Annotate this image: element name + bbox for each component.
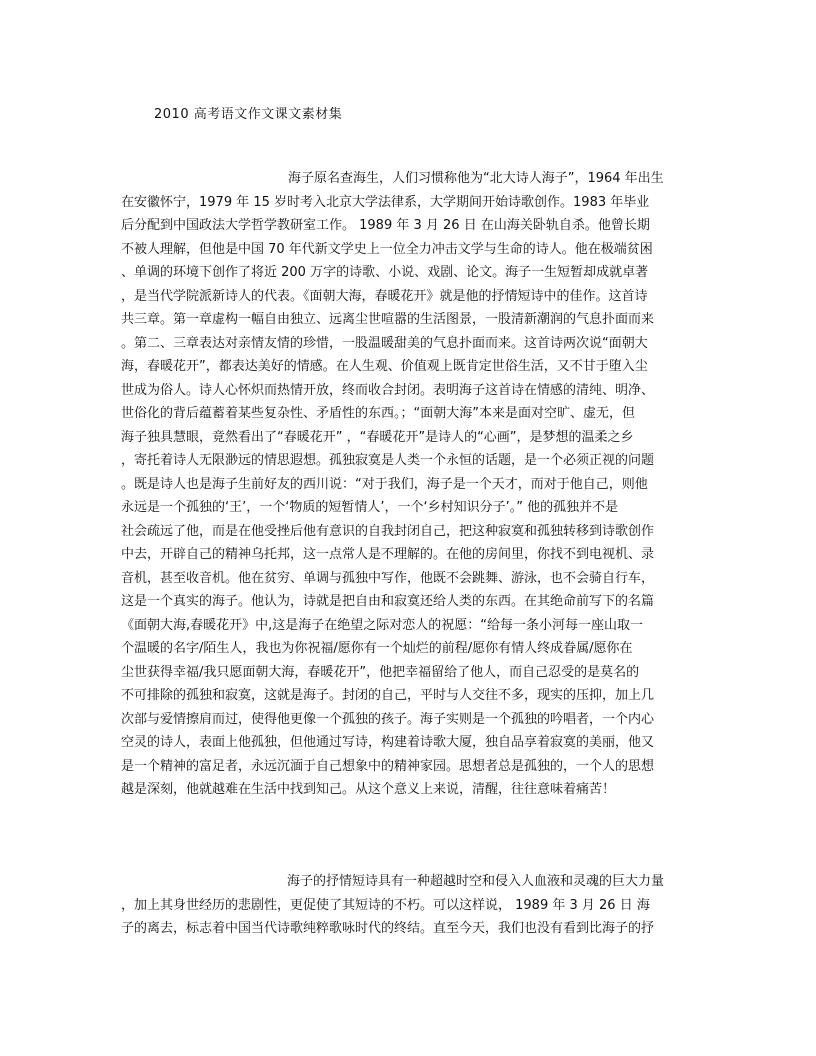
paragraph-line: 海子独具慧眼，竟然看出了“春暖花开” ，“春暖花开”是诗人的“心画”，是梦想的温柔之乡 [121,429,634,445]
paragraph-line: 海，春暖花开”，都表达美好的情感。在人生观、价值观上既肯定世俗生活，又不甘于堕入尘 [121,359,648,374]
paragraph-line: 共三章。第一章虚构一幅自由独立、远离尘世喧嚣的生活图景，一股清新潮润的气息扑面而来 [121,312,655,327]
paragraph-line: 越是深刻，他就越难在生活中找到知己。从这个意义上来说，清醒，往往意味着痛苦！ [121,782,616,797]
paragraph-line: 这是一个真实的海子。他认为，诗就是把自由和寂寞还给人类的东西。在其绝命前写下的名篇 [121,594,655,609]
paragraph-line: 次部与爱情擦肩而过，使得他更像一个孤独的孩子。海子实则是一个孤独的吟唱者，一个内心 [121,711,655,727]
paragraph-line: 后分配到中国政法大学哲学教研室工作。 1989 年 3 月 26 日 在山海关卧轨自杀。他曾长期 [121,218,650,233]
paragraph-line: 中去，开辟自己的精神乌托邦，这一点常人是不理解的。在他的房间里，你找不到电视机、录 [121,547,655,562]
paragraph-line: 不被人理解，但他是中国 70 年代新文学史上一位全力冲击文学与生命的诗人。他在极端贫困 [121,241,653,257]
paragraph-line: 世俗化的背后蕴蓄着某些复杂性、矛盾性的东西。；“面朝大海”本来是面对空旷、虚无，但 [121,406,635,421]
paragraph-line: 在安徽怀宁，1979 年 15 岁时考入北京大学法律系，大学期间开始诗歌创作。1983 年毕业 [121,194,650,210]
paragraph-line: 空灵的诗人，表面上他孤独，但他通过写诗，构建着诗歌大厦，独自品享着寂寞的美丽，他又 [121,735,655,750]
paragraph-line: 世成为俗人。诗人心怀炽而热情开放，终而收合封闭。表明海子这首诗在情感的清纯、明净、 [121,382,655,398]
paragraph-line: 音机，甚至收音机。他在贫穷、单调与孤独中写作，他既不会跳舞、游泳，也不会骑自行车， [121,570,655,586]
body-paragraph-2 [121,870,696,941]
paragraph-line: 海子的抒情短诗具有一种超越时空和侵入人血液和灵魂的巨大力量 [287,874,665,889]
paragraph-line: 海子原名查海生，人们习惯称他为“北大诗人海子”，1964 年出生 [288,171,664,186]
paragraph-line: ，寄托着诗人无限渺远的情思遐想。孤独寂寞是人类一个永恒的话题，是一个必须正视的问题 [121,453,655,468]
paragraph-line: 《面朝大海,春暖花开》中,这是海子在绝望之际对恋人的祝愿：“给每一条小河每一座山取一 [121,617,644,633]
paragraph-line: 、单调的环境下创作了将近 200 万字的诗歌、小说、戏剧、论文。海子一生短暂却成就卓著 [121,265,649,280]
paragraph-line: 。第二、三章表达对亲情友情的珍惜，一股温暖甜美的气息扑面而来。这首诗两次说“面朝大 [121,335,648,351]
paragraph-line: ，加上其身世经历的悲剧性，更促使了其短诗的不朽。可以这样说， 1989 年 3 月 26 日 海 [121,897,650,913]
paragraph-line: 个温暖的名字/陌生人，我也为你祝福/愿你有一个灿烂的前程/愿你有情人终成眷属/愿你在 [121,641,633,656]
paragraph-line: ，是当代学院派新诗人的代表。《面朝大海，春暖花开》就是他的抒情短诗中的佳作。这首诗 [121,288,648,304]
paragraph-line: 不可排除的孤独和寂寞，这就是海子。封闭的自己，平时与人交往不多，现实的压抑，加上几 [121,688,655,703]
paragraph-line: 永远是一个孤独的‘王’，一个‘物质的短暂情人’，一个‘乡村知识分子’。” 他的孤独并不是 [121,500,619,515]
paragraph-line: 是一个精神的富足者，永远沉湎于自己想象中的精神家园。思想者总是孤独的，一个人的思想 [121,758,655,774]
paragraph-line: 子的离去，标志着中国当代诗歌纯粹歌咏时代的终结。直至今天，我们也没有看到比海子的抒 [121,921,655,936]
paragraph-line: 。既是诗人也是海子生前好友的西川说：“对于我们，海子是一个天才，而对于他自己，则他 [121,476,648,492]
body-paragraph-1 [121,167,696,802]
paragraph-line: 社会疏远了他，而是在他受挫后他有意识的自我封闭自己，把这种寂寞和孤独转移到诗歌创作 [121,523,655,539]
paragraph-line: 尘世获得幸福/我只愿面朝大海，春暖花开”，他把幸福留给了他人，而自己忍受的是莫名的 [121,664,640,680]
document-title: 2010 高考语文作文课文素材集 [154,107,343,122]
